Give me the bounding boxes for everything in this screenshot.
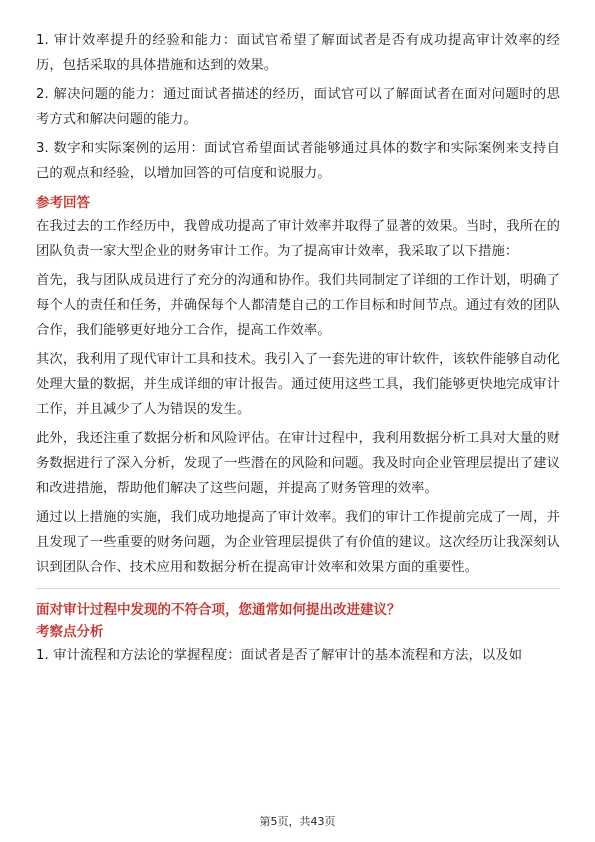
- answer-paragraph-second: 其次，我利用了现代审计工具和技术。我引入了一套先进的审计软件，该软件能够自动化处理大量的数据，并生成详细的审计报告。通过使用这些工具，我们能够更快地完成审计工作，并且减少了人为错误的发生。: [36, 352, 560, 417]
- reference-answer-heading: 参考回答: [36, 195, 90, 211]
- analysis-point-2: 2. 解决问题的能力：通过面试者描述的经历，面试官可以了解面试者在面对问题时的思考方式和解决问题的能力。: [36, 87, 560, 127]
- answer-paragraph-third: 此外，我还注重了数据分析和风险评估。在审计过程中，我利用数据分析工具对大量的财务数据进行了深入分析，发现了一些潜在的风险和问题。我及时向企业管理层提出了建议和改进措施，帮助他们解决了这些问题，并提高了财务管理的效率。: [36, 431, 560, 496]
- page-indicator: 第5页，共43页: [259, 815, 336, 828]
- analysis-point-3: 3. 数字和实际案例的运用：面试官希望面试者能够通过具体的数字和实际案例来支持自己的观点和经验，以增加回答的可信度和说服力。: [36, 141, 560, 181]
- question-title: 面对审计过程中发现的不符合项，您通常如何提出改进建议？: [36, 602, 401, 618]
- answer-paragraph-first: 首先，我与团队成员进行了充分的沟通和协作。我们共同制定了详细的工作计划，明确了每个人的责任和任务，并确保每个人都清楚自己的工作目标和时间节点。通过有效的团队合作，我们能够更好地分工合作，提高工作效率。: [36, 273, 560, 338]
- answer-paragraph-intro: 在我过去的工作经历中，我曾成功提高了审计效率并取得了显著的效果。当时，我所在的团队负责一家大型企业的财务审计工作。为了提高审计效率，我采取了以下措施：: [36, 219, 560, 259]
- answer-paragraph-conclusion: 通过以上措施的实施，我们成功地提高了审计效率。我们的审计工作提前完成了一周，并且发现了一些重要的财务问题，为企业管理层提供了有价值的建议。这次经历让我深刻认识到团队合作、技术应用和数据分析在提高审计效率和效果方面的重要性。: [36, 510, 560, 575]
- page-content: [36, 28, 560, 672]
- analysis-heading: 考察点分析: [36, 624, 104, 640]
- analysis-point-1: 1. 审计效率提升的经验和能力：面试官希望了解面试者是否有成功提高审计效率的经历，包括采取的具体措施和达到的效果。: [36, 33, 560, 73]
- section-divider: [36, 588, 560, 589]
- section-divider-wrap: [36, 584, 560, 599]
- next-analysis-point-1: 1. 审计流程和方法论的掌握程度：面试者是否了解审计的基本流程和方法，以及如: [36, 648, 523, 663]
